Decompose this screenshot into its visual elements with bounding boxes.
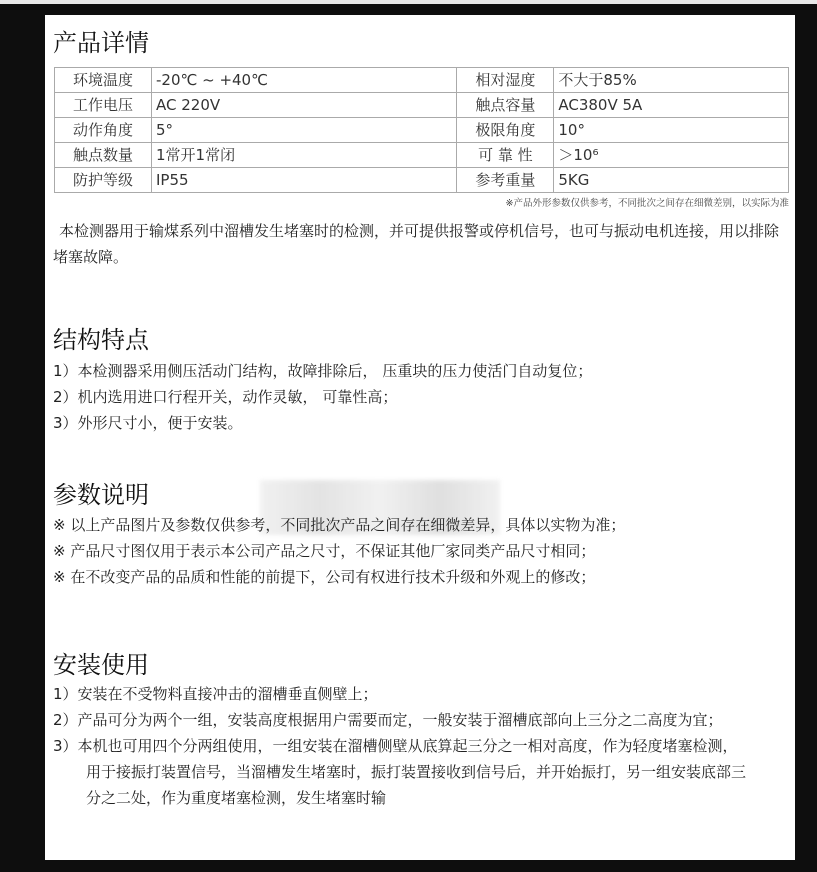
spec-value: AC380V 5A [554,93,789,118]
spec-label: 极限角度 [457,118,554,143]
spec-label: 参考重量 [457,168,554,193]
spec-value: 不大于85% [554,68,789,93]
spec-label: 防护等级 [55,168,152,193]
spec-table [54,67,789,193]
table-row [55,118,789,143]
product-detail-panel [45,15,795,860]
section-title-install: 安装使用 [53,651,149,679]
spec-value: 5° [152,118,457,143]
list-item: ※ 以上产品图片及参数仅供参考，不同批次产品之间存在细微差异，具体以实物为准； [53,516,626,534]
list-item: ※ 在不改变产品的品质和性能的前提下，公司有权进行技术升级和外观上的修改； [53,568,596,586]
list-item: 2）产品可分为两个一组，安装高度根据用户需要而定，一般安装于溜槽底部向上三分之二高度为宜； [53,711,723,729]
spec-label: 相对湿度 [457,68,554,93]
spec-label: 触点数量 [55,143,152,168]
features-list [53,358,791,436]
install-list [53,681,791,811]
section-title-params: 参数说明 [53,481,149,509]
spec-value: 10° [554,118,789,143]
list-item: 1）本检测器采用侧压活动门结构，故障排除后， 压重块的压力使活门自动复位； [53,362,593,380]
spec-value: -20℃ ~ +40℃ [152,68,457,93]
list-item: 2）机内选用进口行程开关，动作灵敏， 可靠性高； [53,388,398,406]
spec-value: 5KG [554,168,789,193]
section-title-features: 结构特点 [53,326,149,354]
spec-value: AC 220V [152,93,457,118]
spec-note: ※产品外形参数仅供参考，不同批次之间存在细微差别，以实际为准 [505,198,789,209]
list-item: 1）安装在不受物料直接冲击的溜槽垂直侧壁上； [53,685,378,703]
spec-label: 可 靠 性 [457,143,554,168]
spec-value: ＞10⁶ [554,143,789,168]
table-row [55,168,789,193]
list-item: 3）外形尺寸小，便于安装。 [53,414,243,432]
table-row [55,68,789,93]
top-strip [0,0,817,4]
table-row [55,143,789,168]
params-list [53,512,791,590]
list-item: ※ 产品尺寸图仅用于表示本公司产品之尺寸，不保证其他厂家同类产品尺寸相同； [53,542,596,560]
spec-value: IP55 [152,168,457,193]
spec-label: 工作电压 [55,93,152,118]
section-title-details: 产品详情 [53,29,149,57]
spec-label: 动作角度 [55,118,152,143]
description: 本检测器用于输煤系列中溜槽发生堵塞时的检测，并可提供报警或停机信号，也可与振动电机连接，用以排除堵塞故障。 [53,222,780,266]
spec-label: 触点容量 [457,93,554,118]
table-row [55,93,789,118]
spec-label: 环境温度 [55,68,152,93]
list-item: 3）本机也可用四个分两组使用，一组安装在溜槽侧壁从底算起三分之一相对高度，作为轻度堵塞检测，用于接振打装置信号，当溜槽发生堵塞时，振打装置接收到信号后，并开始振打，另一组安装底部三分之二处，作为重度堵塞检测，发生堵塞时输 [53,737,747,807]
spec-value: 1常开1常闭 [152,143,457,168]
